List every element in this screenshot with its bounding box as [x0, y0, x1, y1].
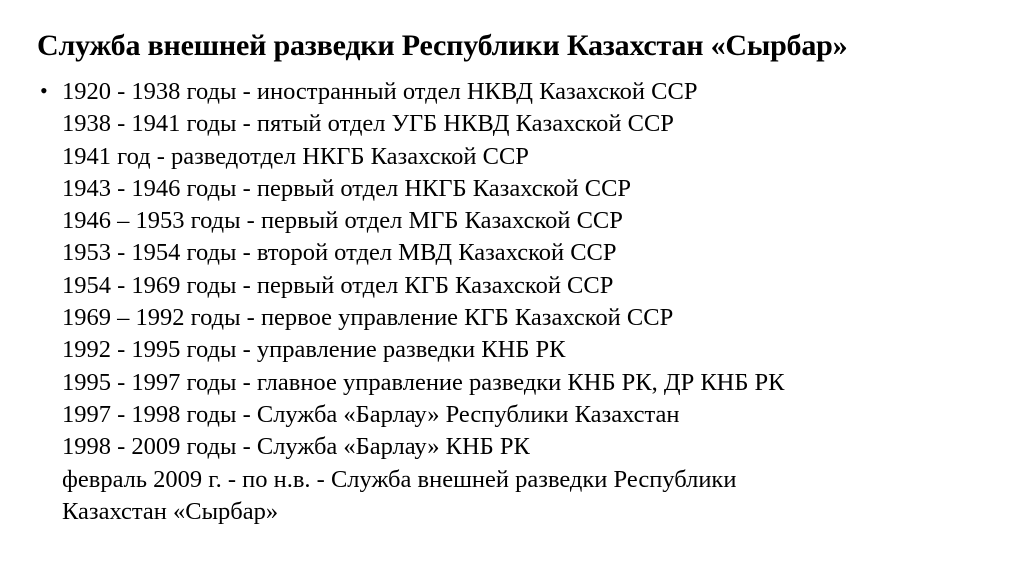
history-line: 1997 - 1998 годы - Служба «Барлау» Республики Казахстан	[62, 400, 680, 428]
history-line: 1995 - 1997 годы - главное управление разведки КНБ РК, ДР КНБ РК	[62, 368, 785, 396]
slide-title: Служба внешней разведки Республики Казахстан «Сырбар»	[37, 29, 848, 62]
history-line: 1998 - 2009 годы - Служба «Барлау» КНБ РК	[62, 433, 530, 461]
history-line: Казахстан «Сырбар»	[62, 497, 279, 525]
history-line: 1953 - 1954 годы - второй отдел МВД Казахской ССР	[62, 239, 617, 267]
history-list	[62, 76, 1002, 528]
history-line: 1943 - 1946 годы - первый отдел НКГБ Казахской ССР	[62, 174, 632, 202]
history-line: 1946 – 1953 годы - первый отдел МГБ Казахской ССР	[62, 207, 623, 235]
history-line: 1992 - 1995 годы - управление разведки КНБ РК	[62, 336, 566, 364]
history-line: 1941 год - разведотдел НКГБ Казахской ССР	[62, 142, 529, 170]
history-line: 1969 – 1992 годы - первое управление КГБ Казахской ССР	[62, 304, 674, 332]
history-line: февраль 2009 г. - по н.в. - Служба внешней разведки Республики	[62, 465, 737, 493]
history-line: 1938 - 1941 годы - пятый отдел УГБ НКВД Казахской ССР	[62, 110, 674, 138]
bullet-icon: •	[40, 78, 48, 103]
history-line: 1920 - 1938 годы - иностранный отдел НКВД Казахской ССР	[62, 78, 698, 105]
history-line: 1954 - 1969 годы - первый отдел КГБ Казахской ССР	[62, 271, 614, 299]
